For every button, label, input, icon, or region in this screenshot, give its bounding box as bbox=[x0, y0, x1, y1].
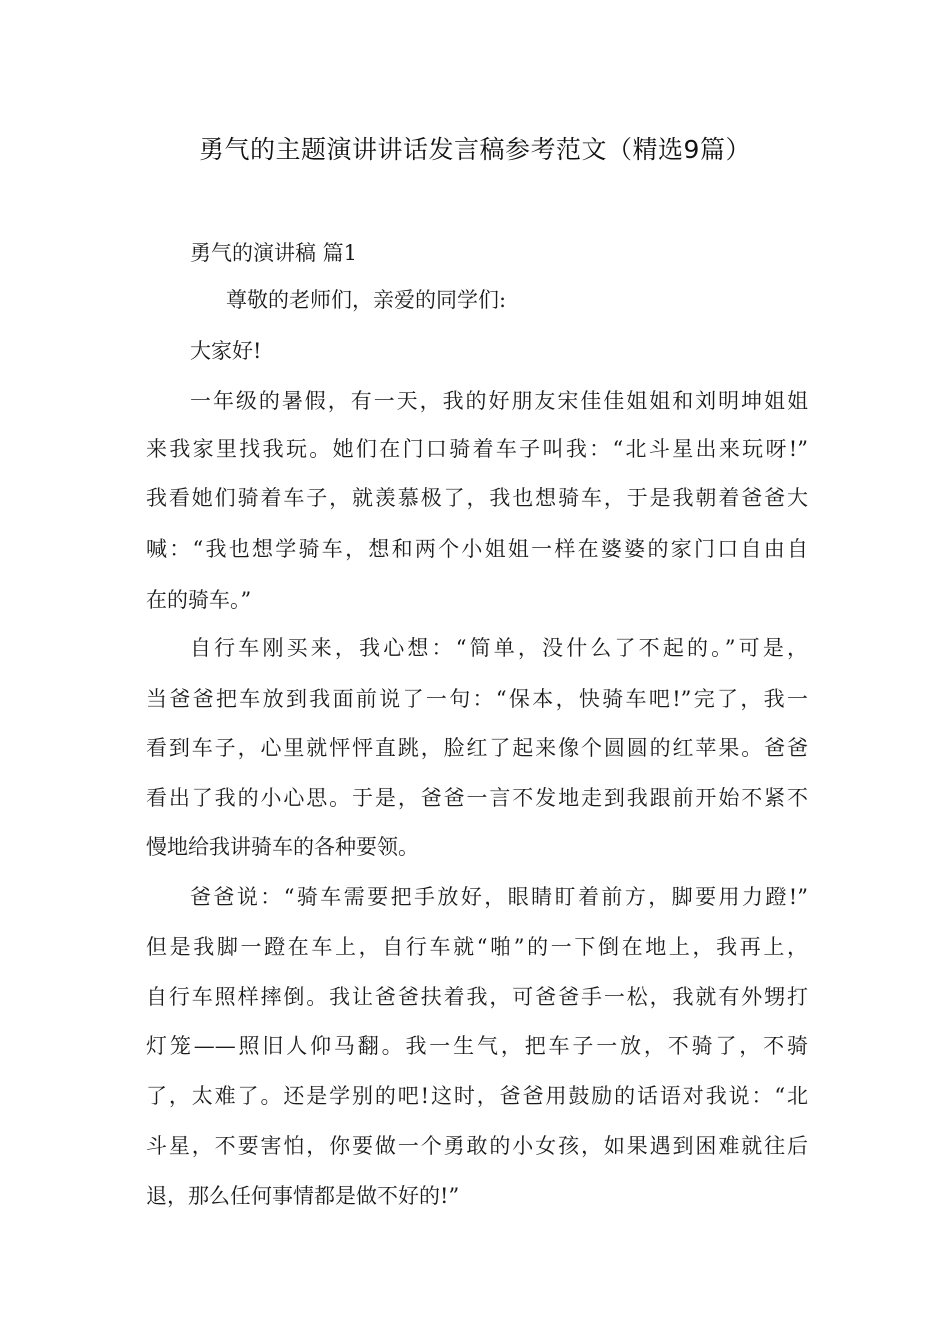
section-heading: 勇气的演讲稿 篇1 bbox=[190, 241, 358, 265]
document-body bbox=[146, 0, 808, 1344]
paragraph-1-line-2: 来我家里找我玩。她们在门口骑着车子叫我：“北斗星出来玩呀!” bbox=[146, 437, 808, 461]
paragraph-1-line-4: 喊：“我也想学骑车，想和两个小姐姐一样在婆婆的家门口自由自 bbox=[146, 537, 808, 561]
paragraph-3-line-3: 自行车照样摔倒。我让爸爸扶着我，可爸爸手一松，我就有外甥打 bbox=[146, 985, 808, 1009]
salutation: 尊敬的老师们，亲爱的同学们: bbox=[226, 288, 507, 312]
paragraph-3-line-5: 了，太难了。还是学别的吧!这时，爸爸用鼓励的话语对我说：“北 bbox=[146, 1084, 808, 1108]
paragraph-1-line-1: 一年级的暑假，有一天，我的好朋友宋佳佳姐姐和刘明坤姐姐 bbox=[190, 389, 808, 413]
paragraph-1-line-3: 我看她们骑着车子，就羡慕极了，我也想骑车，于是我朝着爸爸大 bbox=[146, 486, 808, 510]
paragraph-2-line-4: 看出了我的小心思。于是，爸爸一言不发地走到我跟前开始不紧不 bbox=[146, 786, 808, 810]
paragraph-2-line-3: 看到车子，心里就怦怦直跳，脸红了起来像个圆圆的红苹果。爸爸 bbox=[146, 736, 808, 760]
paragraph-3-line-7: 退，那么任何事情都是做不好的!” bbox=[146, 1184, 460, 1208]
paragraph-2-line-2: 当爸爸把车放到我面前说了一句：“保本，快骑车吧!”完了，我一 bbox=[146, 687, 808, 711]
greeting: 大家好! bbox=[190, 339, 262, 363]
paragraph-3-line-1: 爸爸说：“骑车需要把手放好，眼睛盯着前方，脚要用力蹬!” bbox=[190, 885, 808, 909]
paragraph-3-line-2: 但是我脚一蹬在车上，自行车就“啪”的一下倒在地上，我再上， bbox=[146, 935, 808, 959]
document-title: 勇气的主题演讲讲话发言稿参考范文（精选9篇） bbox=[199, 135, 751, 164]
paragraph-2-line-1: 自行车刚买来，我心想：“简单，没什么了不起的。”可是， bbox=[190, 636, 808, 660]
paragraph-1-line-5: 在的骑车。” bbox=[146, 588, 252, 612]
paragraph-2-line-5: 慢地给我讲骑车的各种要领。 bbox=[146, 835, 419, 859]
paragraph-3-line-4: 灯笼——照旧人仰马翻。我一生气，把车子一放，不骑了，不骑 bbox=[146, 1034, 808, 1058]
paragraph-3-line-6: 斗星，不要害怕，你要做一个勇敢的小女孩，如果遇到困难就往后 bbox=[146, 1134, 808, 1158]
